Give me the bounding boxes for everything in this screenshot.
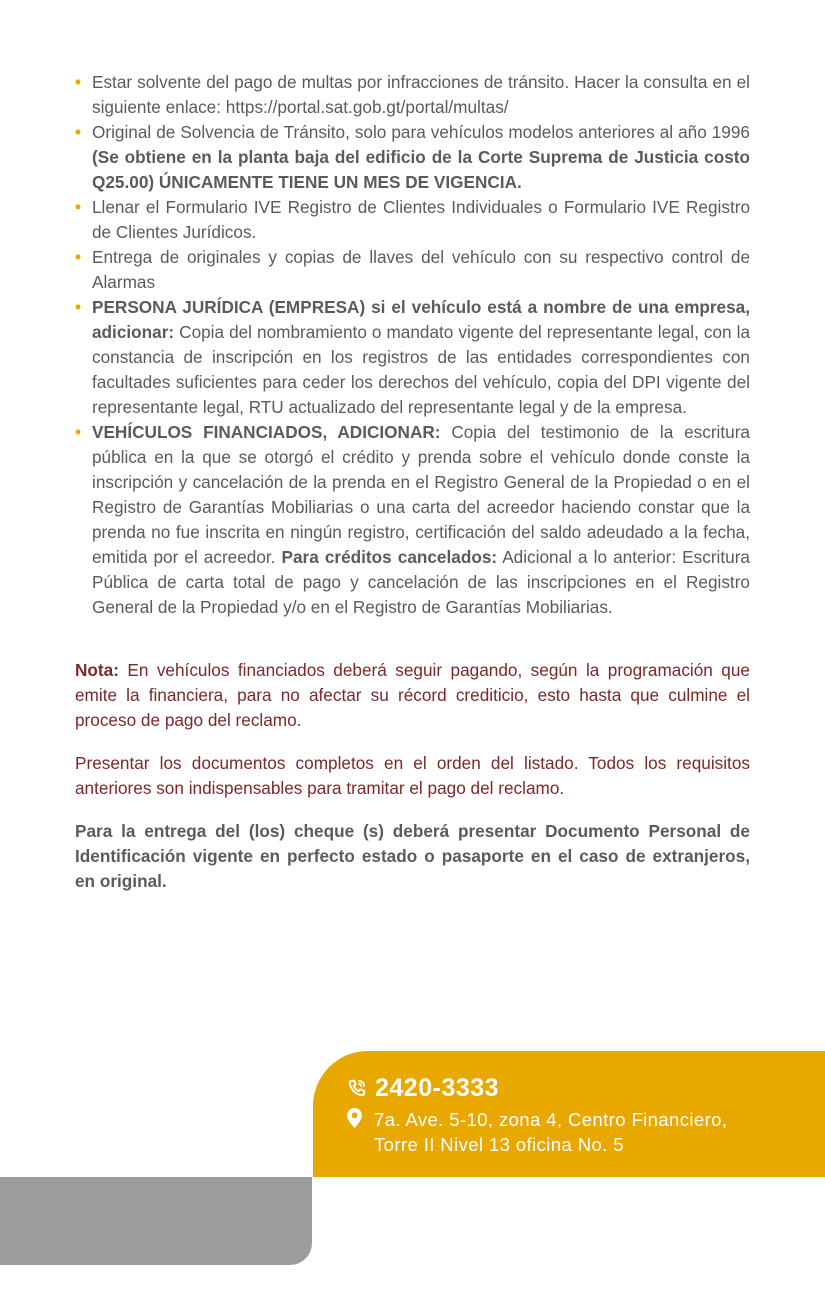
requirement-item xyxy=(75,195,750,245)
bullet-icon: • xyxy=(75,297,82,317)
bullet-icon: • xyxy=(75,247,82,267)
address-line-1: 7a. Ave. 5-10, zona 4, Centro Financiero, xyxy=(374,1109,728,1130)
presentation-paragraph: Presentar los documentos completos en el orden del listado. Todos los requisitos anteriores son indispensables para tramitar el pago del reclamo. xyxy=(75,753,750,798)
requirement-text: Copia del nombramiento o mandato vigente del representante legal, con la constancia de inscripción en los registros de las entidades correspondientes con facultades suficientes para ceder los derechos del vehículo, copia del DPI vigente del representante legal, RTU actualizado del representante legal y de la empresa. xyxy=(92,322,750,417)
bullet-icon: • xyxy=(75,422,82,442)
requirement-item xyxy=(75,295,750,420)
requirement-text: Estar solvente del pago de multas por infracciones de tránsito. Hacer la consulta en el siguiente enlace: https://portal.sat.gob.gt/portal/multas/ xyxy=(92,72,750,117)
requirements-list xyxy=(75,70,750,620)
phone-number: 2420-3333 xyxy=(375,1073,500,1102)
address-line-2: Torre II Nivel 13 oficina No. 5 xyxy=(374,1134,624,1155)
bullet-icon: • xyxy=(75,122,82,142)
requirement-bold-text: VEHÍCULOS FINANCIADOS, ADICIONAR: xyxy=(92,422,441,442)
requirement-text: Llenar el Formulario IVE Registro de Clientes Individuales o Formulario IVE Registro de Clientes Jurídicos. xyxy=(92,197,750,242)
requirement-bold-text: (Se obtiene en la planta baja del edificio de la Corte Suprema de Justicia costo Q25.00) ÚNICAMENTE TIENE UN MES DE VIGENCIA. xyxy=(92,147,750,192)
requirement-item xyxy=(75,245,750,295)
note-paragraph xyxy=(75,658,750,733)
requirement-text: Copia del testimonio de la escritura pública en la que se otorgó el crédito y prenda sobre el vehículo donde conste la inscripción y cancelación de la prenda en el Registro General de la Propiedad o en el Registro de Garantías Mobiliarias o una carta del acreedor haciendo constar que la prenda no fue inscrita en ningún registro, certificación del saldo adeudado a la fecha, emitida por el acreedor. xyxy=(92,422,750,567)
note-text: En vehículos financiados deberá seguir pagando, según la programación que emite la financiera, para no afectar su récord crediticio, esto hasta que culmine el proceso de pago del reclamo. xyxy=(75,660,750,730)
location-pin-icon xyxy=(347,1108,362,1128)
requirement-text: Original de Solvencia de Tránsito, solo para vehículos modelos anteriores al año 1996 xyxy=(92,122,750,142)
final-paragraph: Para la entrega del (los) cheque (s) deberá presentar Documento Personal de Identificación vigente en perfecto estado o pasaporte en el caso de extranjeros, en original. xyxy=(75,821,750,891)
phone-row xyxy=(347,1072,499,1104)
bullet-icon: • xyxy=(75,72,82,92)
bullet-icon: • xyxy=(75,197,82,217)
requirement-item xyxy=(75,120,750,195)
phone-icon xyxy=(347,1078,367,1098)
requirement-bold-text-2: Para créditos cancelados: xyxy=(281,547,498,567)
requirement-bold-text: PERSONA JURÍDICA (EMPRESA) si el vehículo está a nombre de una empresa, adicionar: xyxy=(92,297,750,342)
requirement-text: Entrega de originales y copias de llaves del vehículo con su respectivo control de Alarmas xyxy=(92,247,750,292)
address-row xyxy=(347,1107,727,1157)
document-body xyxy=(75,70,750,894)
requirement-item xyxy=(75,70,750,120)
note-label: Nota: xyxy=(75,660,119,680)
requirement-item xyxy=(75,420,750,620)
footer-gray-block xyxy=(0,1177,312,1265)
requirement-text-2: Adicional a lo anterior: Escritura Pública de carta total de pago y cancelación de las inscripciones en el Registro General de la Propiedad y/o en el Registro de Garantías Mobiliarias. xyxy=(92,547,750,617)
address-text xyxy=(374,1107,727,1157)
